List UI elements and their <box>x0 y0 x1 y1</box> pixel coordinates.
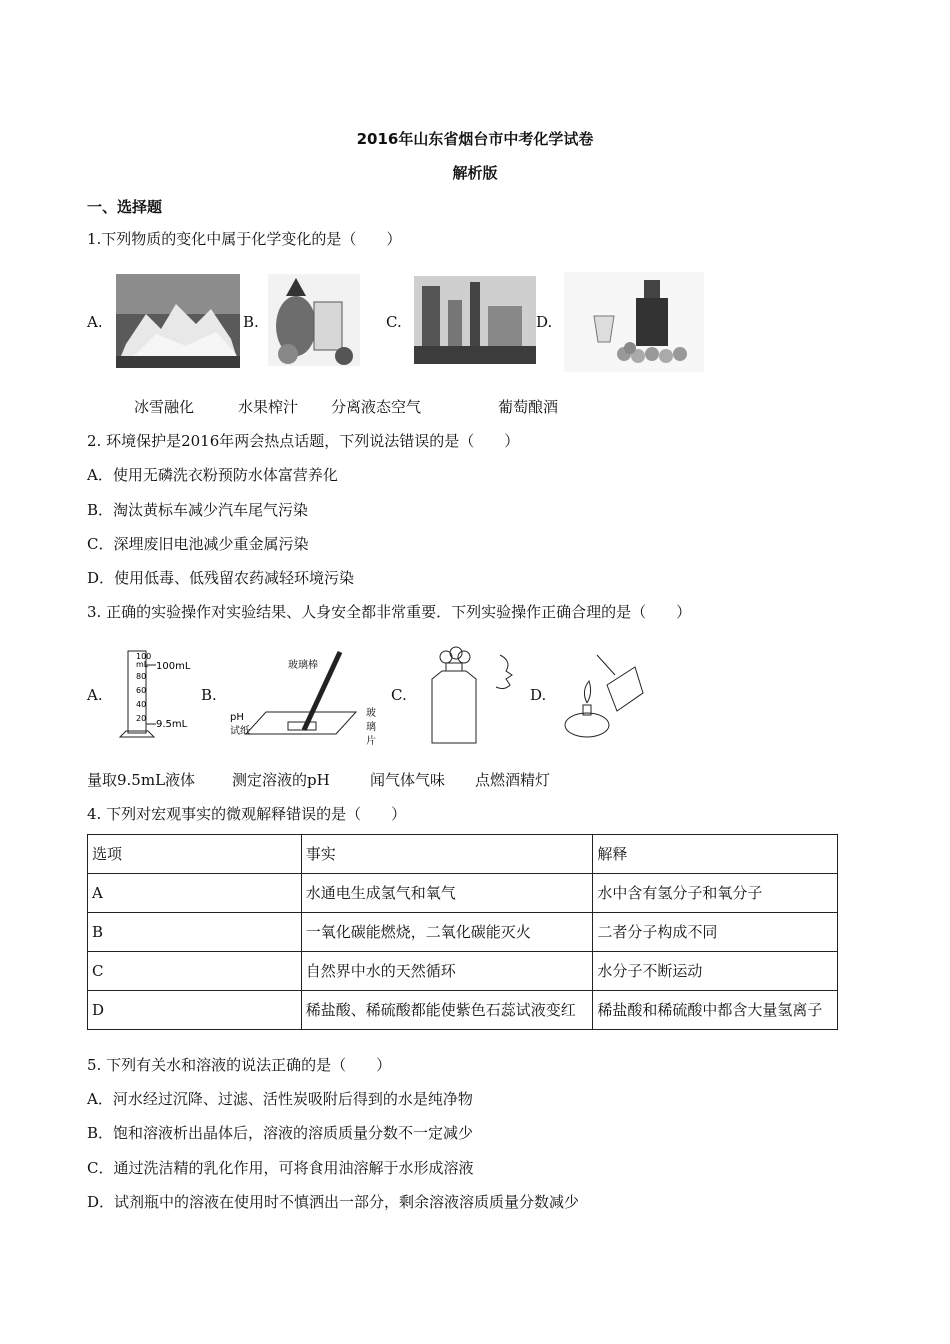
q1-caption-a: 冰雪融化 <box>134 398 195 416</box>
cyl-volume-label: 9.5mL <box>156 719 188 730</box>
cyl-top-label: 100 <box>136 652 152 661</box>
q2-option-a: A．使用无磷洗衣粉预防水体富营养化 <box>87 466 338 484</box>
q1-option-b-letter: B. <box>243 313 259 331</box>
table-header-cell: 解释 <box>593 835 838 874</box>
cyl-40-label: 40 <box>136 700 147 709</box>
ice-melting-photo <box>116 274 240 368</box>
table-cell: 水通电生成氢气和氧气 <box>301 874 593 913</box>
fruit-juice-photo <box>268 274 360 366</box>
lighting-alcohol-lamp-drawing <box>557 645 647 743</box>
explanation-table <box>87 834 838 1030</box>
cyl-60-label: 60 <box>136 686 147 695</box>
ph-glass-label-2: 璃 <box>366 722 376 733</box>
q1-option-d-letter: D. <box>536 313 553 331</box>
table-cell: B <box>88 913 302 952</box>
cyl-reading-label: 100mL <box>156 661 191 672</box>
q3-option-a-letter: A. <box>87 686 103 704</box>
air-separation-plant-photo <box>414 276 536 364</box>
table-cell: 一氧化碳能燃烧，二氧化碳能灭火 <box>301 913 593 952</box>
q5-option-b: B．饱和溶液析出晶体后，溶液的溶质质量分数不一定减少 <box>87 1124 474 1142</box>
question-5-stem: 5. 下列有关水和溶液的说法正确的是（ ） <box>87 1056 392 1074</box>
table-cell: 水分子不断运动 <box>593 952 838 991</box>
table-header-row <box>88 835 838 874</box>
q5-option-c: C．通过洗洁精的乳化作用，可将食用油溶解于水形成溶液 <box>87 1159 474 1177</box>
ph-paper-label-2: 试纸 <box>230 726 250 737</box>
ph-glass-label-1: 玻 <box>366 708 376 719</box>
page-title: 2016年山东省烟台市中考化学试卷 <box>356 130 594 148</box>
ph-paper-label-1: pH <box>230 712 244 723</box>
graduated-cylinder-drawing <box>114 645 200 741</box>
q3-option-b-letter: B. <box>201 686 217 704</box>
cyl-unit-label: mL <box>136 660 149 669</box>
q2-option-b: B．淘汰黄标车减少汽车尾气污染 <box>87 501 309 519</box>
q5-option-a: A．河水经过沉降、过滤、活性炭吸附后得到的水是纯净物 <box>87 1090 473 1108</box>
q3-caption-d: 点燃酒精灯 <box>475 771 551 789</box>
table-cell: 水中含有氢分子和氧分子 <box>593 874 838 913</box>
q3-option-c-letter: C. <box>391 686 407 704</box>
smelling-gas-drawing <box>416 645 528 747</box>
cyl-20-label: 20 <box>136 714 147 723</box>
q3-caption-b: 测定溶液的pH <box>232 771 330 789</box>
table-cell: 稀盐酸、稀硫酸都能使紫色石蕊试液变红 <box>301 991 593 1030</box>
question-4-stem: 4. 下列对宏观事实的微观解释错误的是（ ） <box>87 805 407 823</box>
section-heading: 一、选择题 <box>87 198 163 216</box>
q2-option-d: D．使用低毒、低残留农药减轻环境污染 <box>87 569 355 587</box>
q1-option-a-letter: A. <box>87 313 103 331</box>
question-1-stem: 1.下列物质的变化中属于化学变化的是（ ） <box>87 230 402 248</box>
table-cell: 自然界中水的天然循环 <box>301 952 593 991</box>
table-cell: D <box>88 991 302 1030</box>
q3-caption-a: 量取9.5mL液体 <box>87 771 196 789</box>
question-2-stem: 2. 环境保护是2016年两会热点话题，下列说法错误的是（ ） <box>87 432 520 450</box>
table-cell: A <box>88 874 302 913</box>
q3-option-d-letter: D. <box>530 686 547 704</box>
table-cell: 稀盐酸和稀硫酸中都含大量氢离子 <box>593 991 838 1030</box>
ph-paper-drawing <box>226 648 390 752</box>
q2-option-c: C．深埋废旧电池减少重金属污染 <box>87 535 309 553</box>
q1-caption-d: 葡萄酿酒 <box>498 398 559 416</box>
ph-glass-label-3: 片 <box>366 736 376 747</box>
table-row <box>88 874 838 913</box>
table-header-cell: 事实 <box>301 835 593 874</box>
table-header-cell: 选项 <box>88 835 302 874</box>
table-row <box>88 991 838 1030</box>
cyl-80-label: 80 <box>136 672 147 681</box>
q5-option-d: D．试剂瓶中的溶液在使用时不慎洒出一部分，剩余溶液溶质质量分数减少 <box>87 1193 580 1211</box>
q1-option-c-letter: C. <box>386 313 402 331</box>
table-cell: 二者分子构成不同 <box>593 913 838 952</box>
table-row <box>88 952 838 991</box>
page-subtitle: 解析版 <box>452 164 498 182</box>
table-row <box>88 913 838 952</box>
q3-caption-c: 闻气体气味 <box>370 771 446 789</box>
question-3-stem: 3. 正确的实验操作对实验结果、人身安全都非常重要．下列实验操作正确合理的是（ ） <box>87 603 692 621</box>
grape-wine-photo <box>564 272 704 372</box>
q1-caption-b: 水果榨汁 <box>238 398 299 416</box>
ph-rod-label: 玻璃棒 <box>288 660 318 671</box>
q1-caption-c: 分离液态空气 <box>331 398 422 416</box>
table-cell: C <box>88 952 302 991</box>
